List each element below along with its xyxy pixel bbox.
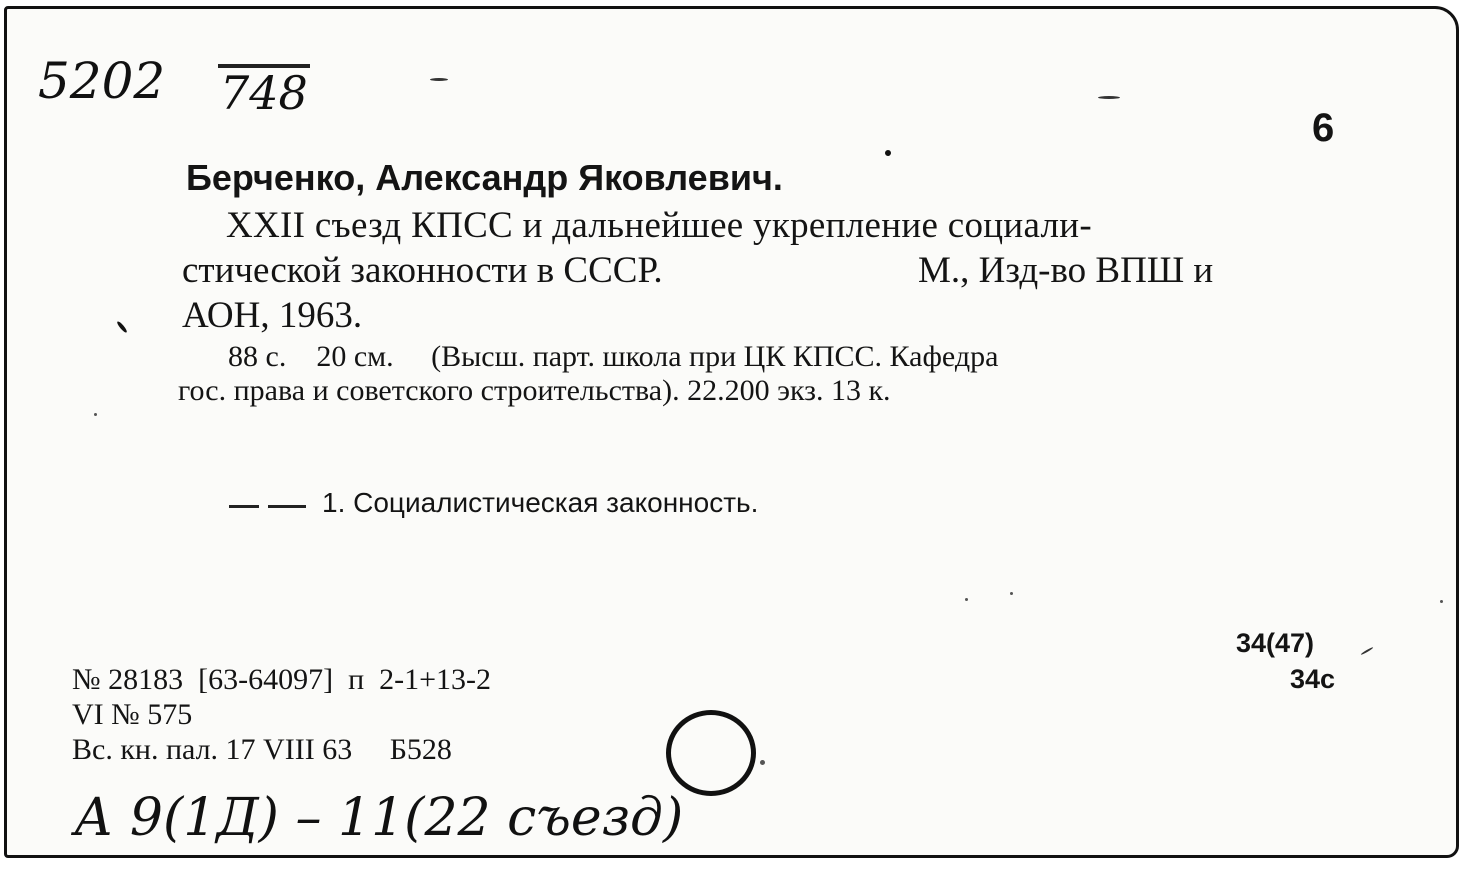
scan-speck bbox=[1440, 600, 1443, 603]
title-line-1: XXII съезд КПСС и дальнейшее укрепление социали- bbox=[226, 205, 1092, 246]
classification-1: 34(47) bbox=[1236, 628, 1315, 658]
scan-speck bbox=[94, 413, 97, 416]
scan-speck bbox=[1098, 96, 1120, 99]
card-number: 6 bbox=[1312, 106, 1335, 150]
record-line-1: № 28183 [63-64097] п 2-1+13-2 bbox=[72, 663, 492, 696]
collation-line-2: гос. права и советского строительства). 22.200 экз. 13 к. bbox=[178, 374, 891, 407]
subject-dash-2 bbox=[268, 505, 306, 508]
scan-speck bbox=[1010, 592, 1013, 595]
classification-2: 34с bbox=[1290, 664, 1336, 694]
collation-line-1: 88 с. 20 см. (Высш. парт. школа при ЦК КПСС. Кафедра bbox=[228, 340, 999, 373]
scan-speck bbox=[430, 78, 448, 81]
title-line-2-b: М., Изд-во ВПШ и bbox=[918, 250, 1214, 291]
record-line-3: Вс. кн. пал. 17 VIII 63 Б528 bbox=[72, 733, 452, 766]
scan-speck bbox=[965, 598, 968, 601]
handwritten-shelfmark-top-sub: 748 bbox=[220, 66, 308, 120]
punch-hole bbox=[666, 710, 756, 796]
subject-heading: 1. Социалистическая законность. bbox=[322, 487, 759, 518]
scan-speck bbox=[885, 150, 891, 156]
scan-speck bbox=[760, 760, 765, 765]
title-line-3: АОН, 1963. bbox=[182, 295, 363, 336]
author-heading: Берченко, Александр Яковлевич. bbox=[186, 157, 783, 198]
subject-dash-1 bbox=[229, 505, 259, 508]
title-line-2-a: стической законности в СССР. bbox=[182, 250, 663, 291]
record-line-2: VI № 575 bbox=[72, 698, 193, 731]
handwritten-shelfmark-top: 5202 bbox=[38, 52, 166, 110]
handwritten-shelfmark-bottom: А 9(1Д) – 11(22 съезд) bbox=[74, 788, 684, 848]
